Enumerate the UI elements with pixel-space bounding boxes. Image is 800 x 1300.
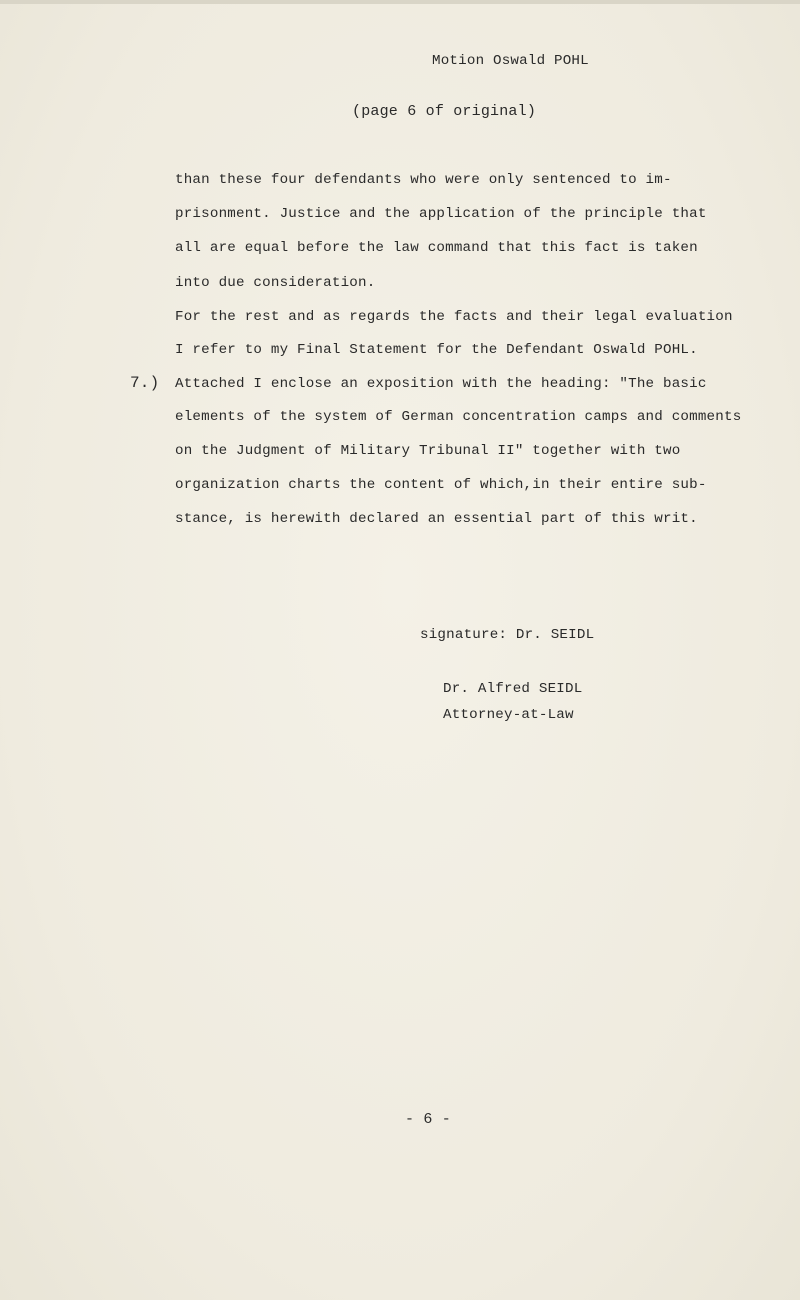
item-number: 7.): [130, 374, 160, 392]
body-line-10: organization charts the content of which,in their entire sub-: [175, 477, 707, 493]
body-line-5: For the rest and as regards the facts and their legal evaluation: [175, 309, 733, 325]
body-line-3: all are equal before the law command that this fact is taken: [175, 240, 698, 256]
body-line-11: stance, is herewith declared an essential part of this writ.: [175, 511, 698, 527]
page-number: - 6 -: [405, 1111, 452, 1128]
document-title: Motion Oswald POHL: [432, 53, 589, 69]
body-line-4: into due consideration.: [175, 275, 376, 291]
body-line-2: prisonment. Justice and the application of the principle that: [175, 206, 707, 222]
signer-name: Dr. Alfred SEIDL: [443, 681, 583, 697]
body-line-9: on the Judgment of Military Tribunal II" together with two: [175, 443, 681, 459]
signature-line: signature: Dr. SEIDL: [420, 627, 595, 643]
body-line-7: Attached I enclose an exposition with the heading: "The basic: [175, 376, 707, 392]
signer-title: Attorney-at-Law: [443, 707, 574, 723]
original-page-note: (page 6 of original): [352, 103, 537, 120]
body-line-8: elements of the system of German concentration camps and comments: [175, 409, 742, 425]
body-line-1: than these four defendants who were only sentenced to im-: [175, 172, 672, 188]
body-line-6: I refer to my Final Statement for the Defendant Oswald POHL.: [175, 342, 698, 358]
